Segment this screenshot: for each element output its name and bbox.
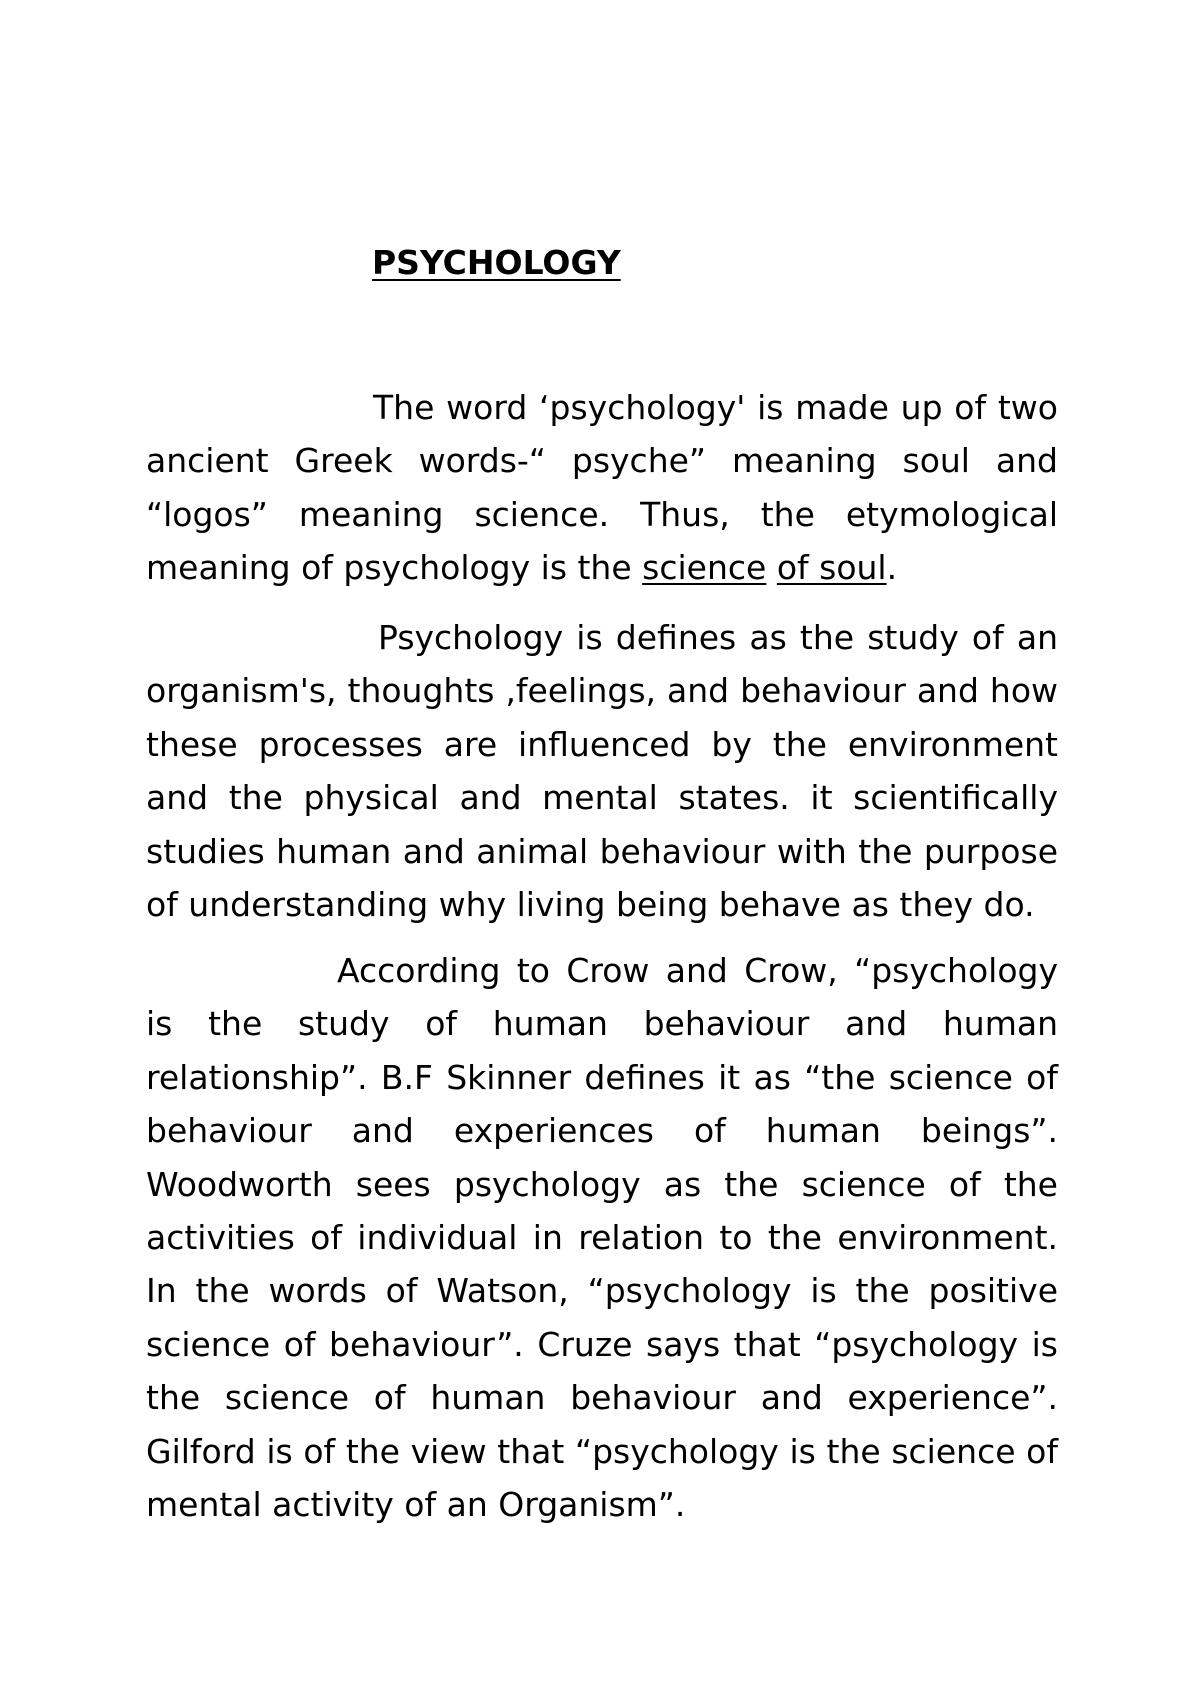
- underlined-science: science: [642, 548, 767, 588]
- paragraph-views-text: [146, 944, 1058, 1531]
- paragraph-definition-body: Psychology is defines as the study of an organism's, thoughts ,feelings, and behaviour and how these processes are influenced by the environment and the physical and mental states. it scientifically studies human and animal behaviour with the purpose of understanding why living being behave as they do.: [146, 618, 1058, 925]
- paragraph-definition-text: [146, 611, 1058, 931]
- paragraph-views-body: According to Crow and Crow, “psychology is the study of human behaviour and human relationship”. B.F Skinner defines it as “the science of behaviour and experiences of human beings”. Woodworth sees psychology as the science of the activities of individual in relation to the environment. In the words of Watson, “psychology is the positive science of behaviour”. Cruze says that “psychology is the science of human behaviour and experience”. Gilford is of the view that “psychology is the science of mental activity of an Organism”.: [146, 951, 1058, 1525]
- paragraph-definition: [146, 611, 1058, 931]
- underlined-of-soul: of soul: [776, 548, 887, 588]
- paragraph-etymology-end: .: [886, 548, 898, 588]
- page-title: PSYCHOLOGY: [372, 243, 621, 282]
- paragraph-etymology-space: [766, 548, 777, 587]
- paragraph-etymology: [146, 381, 1058, 595]
- paragraph-etymology-text: [146, 381, 1058, 595]
- paragraph-views: [146, 944, 1058, 1531]
- paragraph-etymology-lead: The word ‘psychology' is made up of two ancient Greek words-“ psyche” meaning soul and “logos” meaning science. Thus, the etymological meaning of psychology is the: [146, 388, 1058, 588]
